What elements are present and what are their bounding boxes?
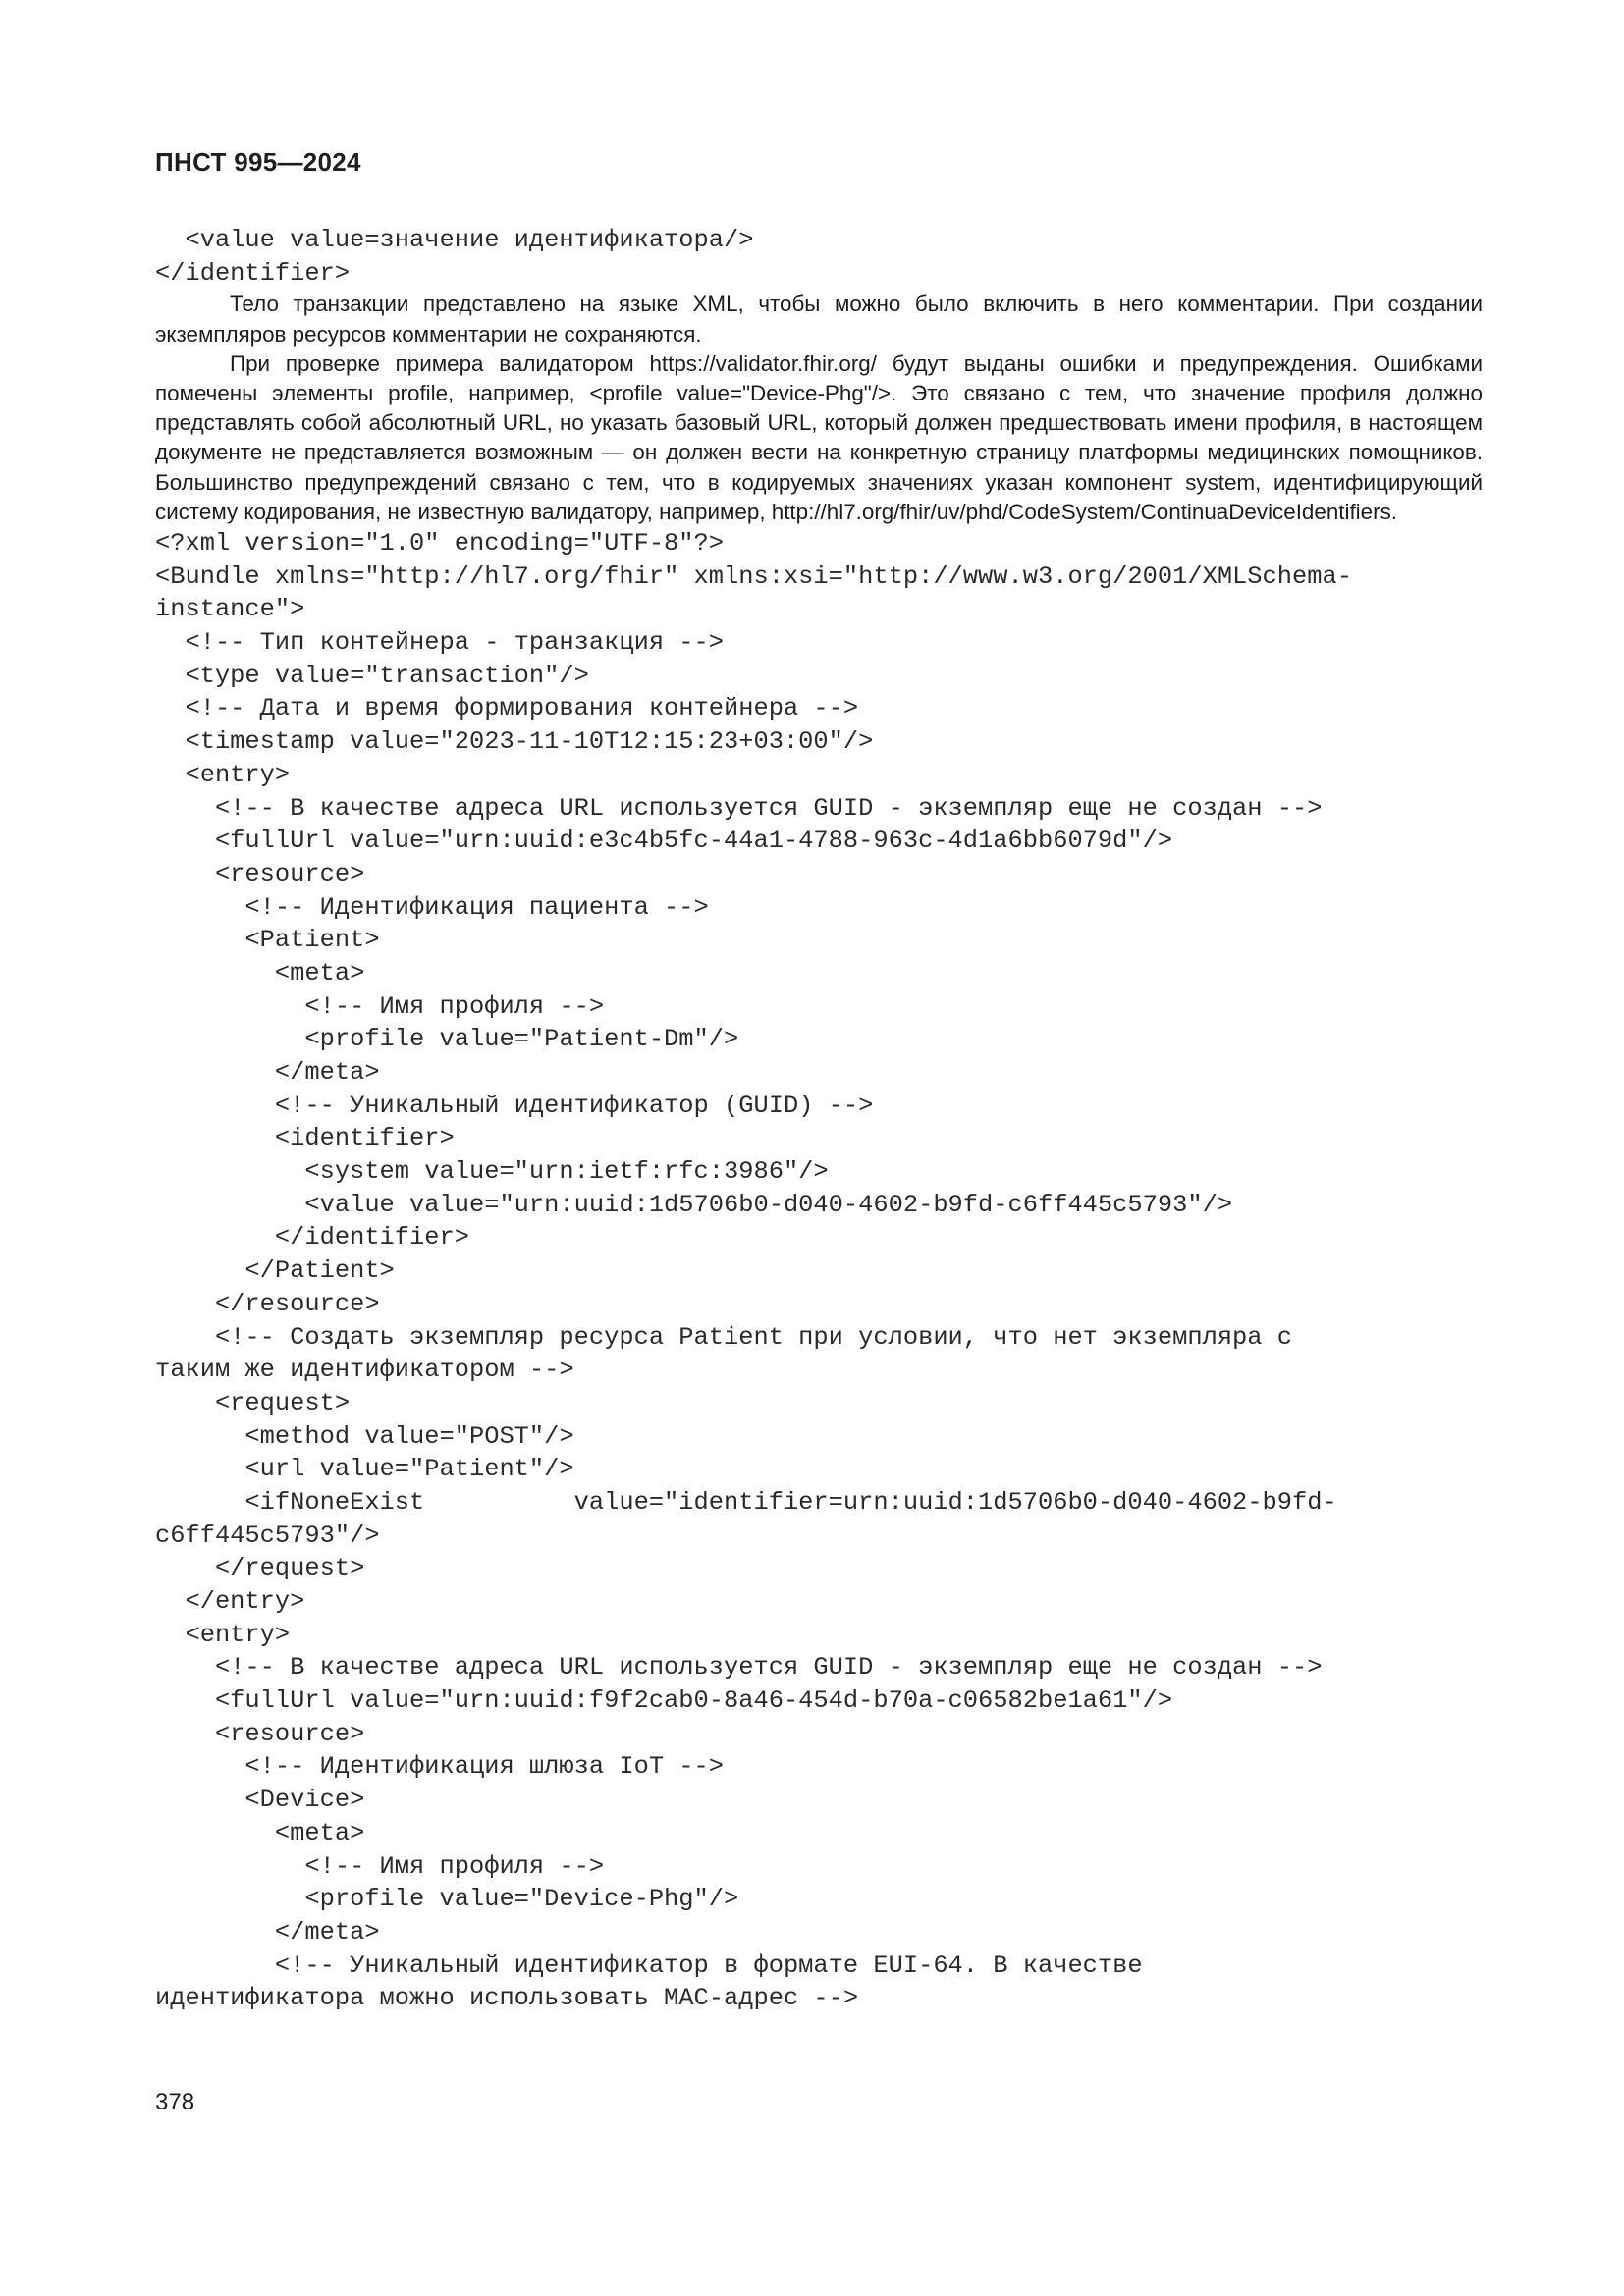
code-line: <?xml version="1.0" encoding="UTF-8"?>: [155, 529, 725, 558]
code-line: <method value="POST"/>: [155, 1421, 574, 1451]
code-line: <resource>: [155, 859, 365, 888]
code-line: <fullUrl value="urn:uuid:e3c4b5fc-44a1-4788-963c-4d1a6bb6079d"/>: [155, 827, 1173, 856]
code-line: </identifier>: [155, 1223, 469, 1253]
code-line: таким же идентификатором -->: [155, 1356, 574, 1385]
code-line: <resource>: [155, 1719, 365, 1748]
code-line: <!-- Уникальный идентификатор в формате EUI-64. В качестве: [155, 1950, 1143, 1980]
code-line: instance">: [155, 595, 305, 624]
paragraph-validator-notes: При проверке примера валидатором https://validator.fhir.org/ будут выданы ошибки и предупреждения. Ошибками помечены элементы profile, например, <profile value="Device-Phg"/>. Это связано с тем, что значение профиля должно представлять собой абсолютный URL, но указать базовый URL, который должен предшествовать имени профиля, в настоящем документе не представляется возможным — он должен вести на конкретную страницу платформы медицинских помощников. Большинство предупреждений связано с тем, что в кодируемых значениях указан компонент system, идентифицирующий систему кодирования, не известную валидатору, например, http://hl7.org/fhir/uv/phd/CodeSystem/ContinuaDeviceIdentifiers.: [155, 350, 1483, 524]
code-line: <!-- Имя профиля -->: [155, 1851, 605, 1881]
code-line: </resource>: [155, 1289, 380, 1318]
code-line: <meta>: [155, 1818, 365, 1847]
code-line: <entry>: [155, 760, 291, 789]
code-line: <!-- Идентификация пациента -->: [155, 892, 709, 922]
code-line: <!-- Создать экземпляр ресурса Patient при условии, что нет экземпляра с: [155, 1322, 1293, 1352]
code-line: <value value="urn:uuid:1d5706b0-d040-4602-b9fd-c6ff445c5793"/>: [155, 1190, 1233, 1219]
code-line: <!-- В качестве адреса URL используется GUID - экземпляр еще не создан -->: [155, 793, 1323, 823]
code-line: <Bundle xmlns="http://hl7.org/fhir" xmlns:xsi="http://www.w3.org/2001/XMLSchema-: [155, 561, 1352, 591]
code-line: </entry>: [155, 1587, 305, 1616]
code-line: </meta>: [155, 1917, 380, 1947]
xml-listing: [155, 527, 1483, 2015]
code-line: <request>: [155, 1388, 351, 1417]
page-header-standard-id: ПНСТ 995—2024: [155, 147, 361, 177]
page-number: 378: [155, 2089, 195, 2115]
code-line: <entry>: [155, 1620, 291, 1649]
code-line: <type value="transaction"/>: [155, 661, 589, 690]
code-line: </request>: [155, 1554, 365, 1583]
code-line: <profile value="Device-Phg"/>: [155, 1885, 739, 1914]
code-line: <url value="Patient"/>: [155, 1455, 574, 1484]
code-line: <identifier>: [155, 1124, 455, 1153]
code-line: </meta>: [155, 1058, 380, 1087]
code-line: <profile value="Patient-Dm"/>: [155, 1025, 739, 1054]
document-body: [155, 224, 1483, 2015]
code-line: <!-- Дата и время формирования контейнера -->: [155, 694, 859, 723]
code-line: идентификатора можно использовать MAC-адрес -->: [155, 1984, 859, 2013]
paragraph-xml-comments: Тело транзакции представлено на языке XML, чтобы можно было включить в него комментарии. При создании экземпляров ресурсов комментарии не сохраняются.: [155, 292, 1483, 347]
code-line: <!-- Уникальный идентификатор (GUID) -->: [155, 1091, 874, 1120]
code-line: <!-- Идентификация шлюза IoT -->: [155, 1752, 725, 1782]
code-line: </identifier>: [155, 258, 351, 288]
code-line: <!-- В качестве адреса URL используется GUID - экземпляр еще не создан -->: [155, 1653, 1323, 1682]
code-line: <!-- Тип контейнера - транзакция -->: [155, 628, 725, 658]
code-line: <fullUrl value="urn:uuid:f9f2cab0-8a46-454d-b70a-c06582be1a61"/>: [155, 1686, 1173, 1716]
code-line: <Device>: [155, 1786, 365, 1815]
code-line: <ifNoneExist value="identifier=urn:uuid:1d5706b0-d040-4602-b9fd-: [155, 1487, 1337, 1517]
code-line: <timestamp value="2023-11-10T12:15:23+03:00"/>: [155, 727, 874, 757]
code-line: <Patient>: [155, 926, 380, 955]
code-line: c6ff445c5793"/>: [155, 1521, 380, 1550]
code-line: <!-- Имя профиля -->: [155, 991, 605, 1021]
code-line: <meta>: [155, 958, 365, 988]
code-line: </Patient>: [155, 1256, 395, 1286]
code-line: <system value="urn:ietf:rfc:3986"/>: [155, 1157, 829, 1187]
code-line: <value value=значение идентификатора/>: [155, 226, 754, 254]
